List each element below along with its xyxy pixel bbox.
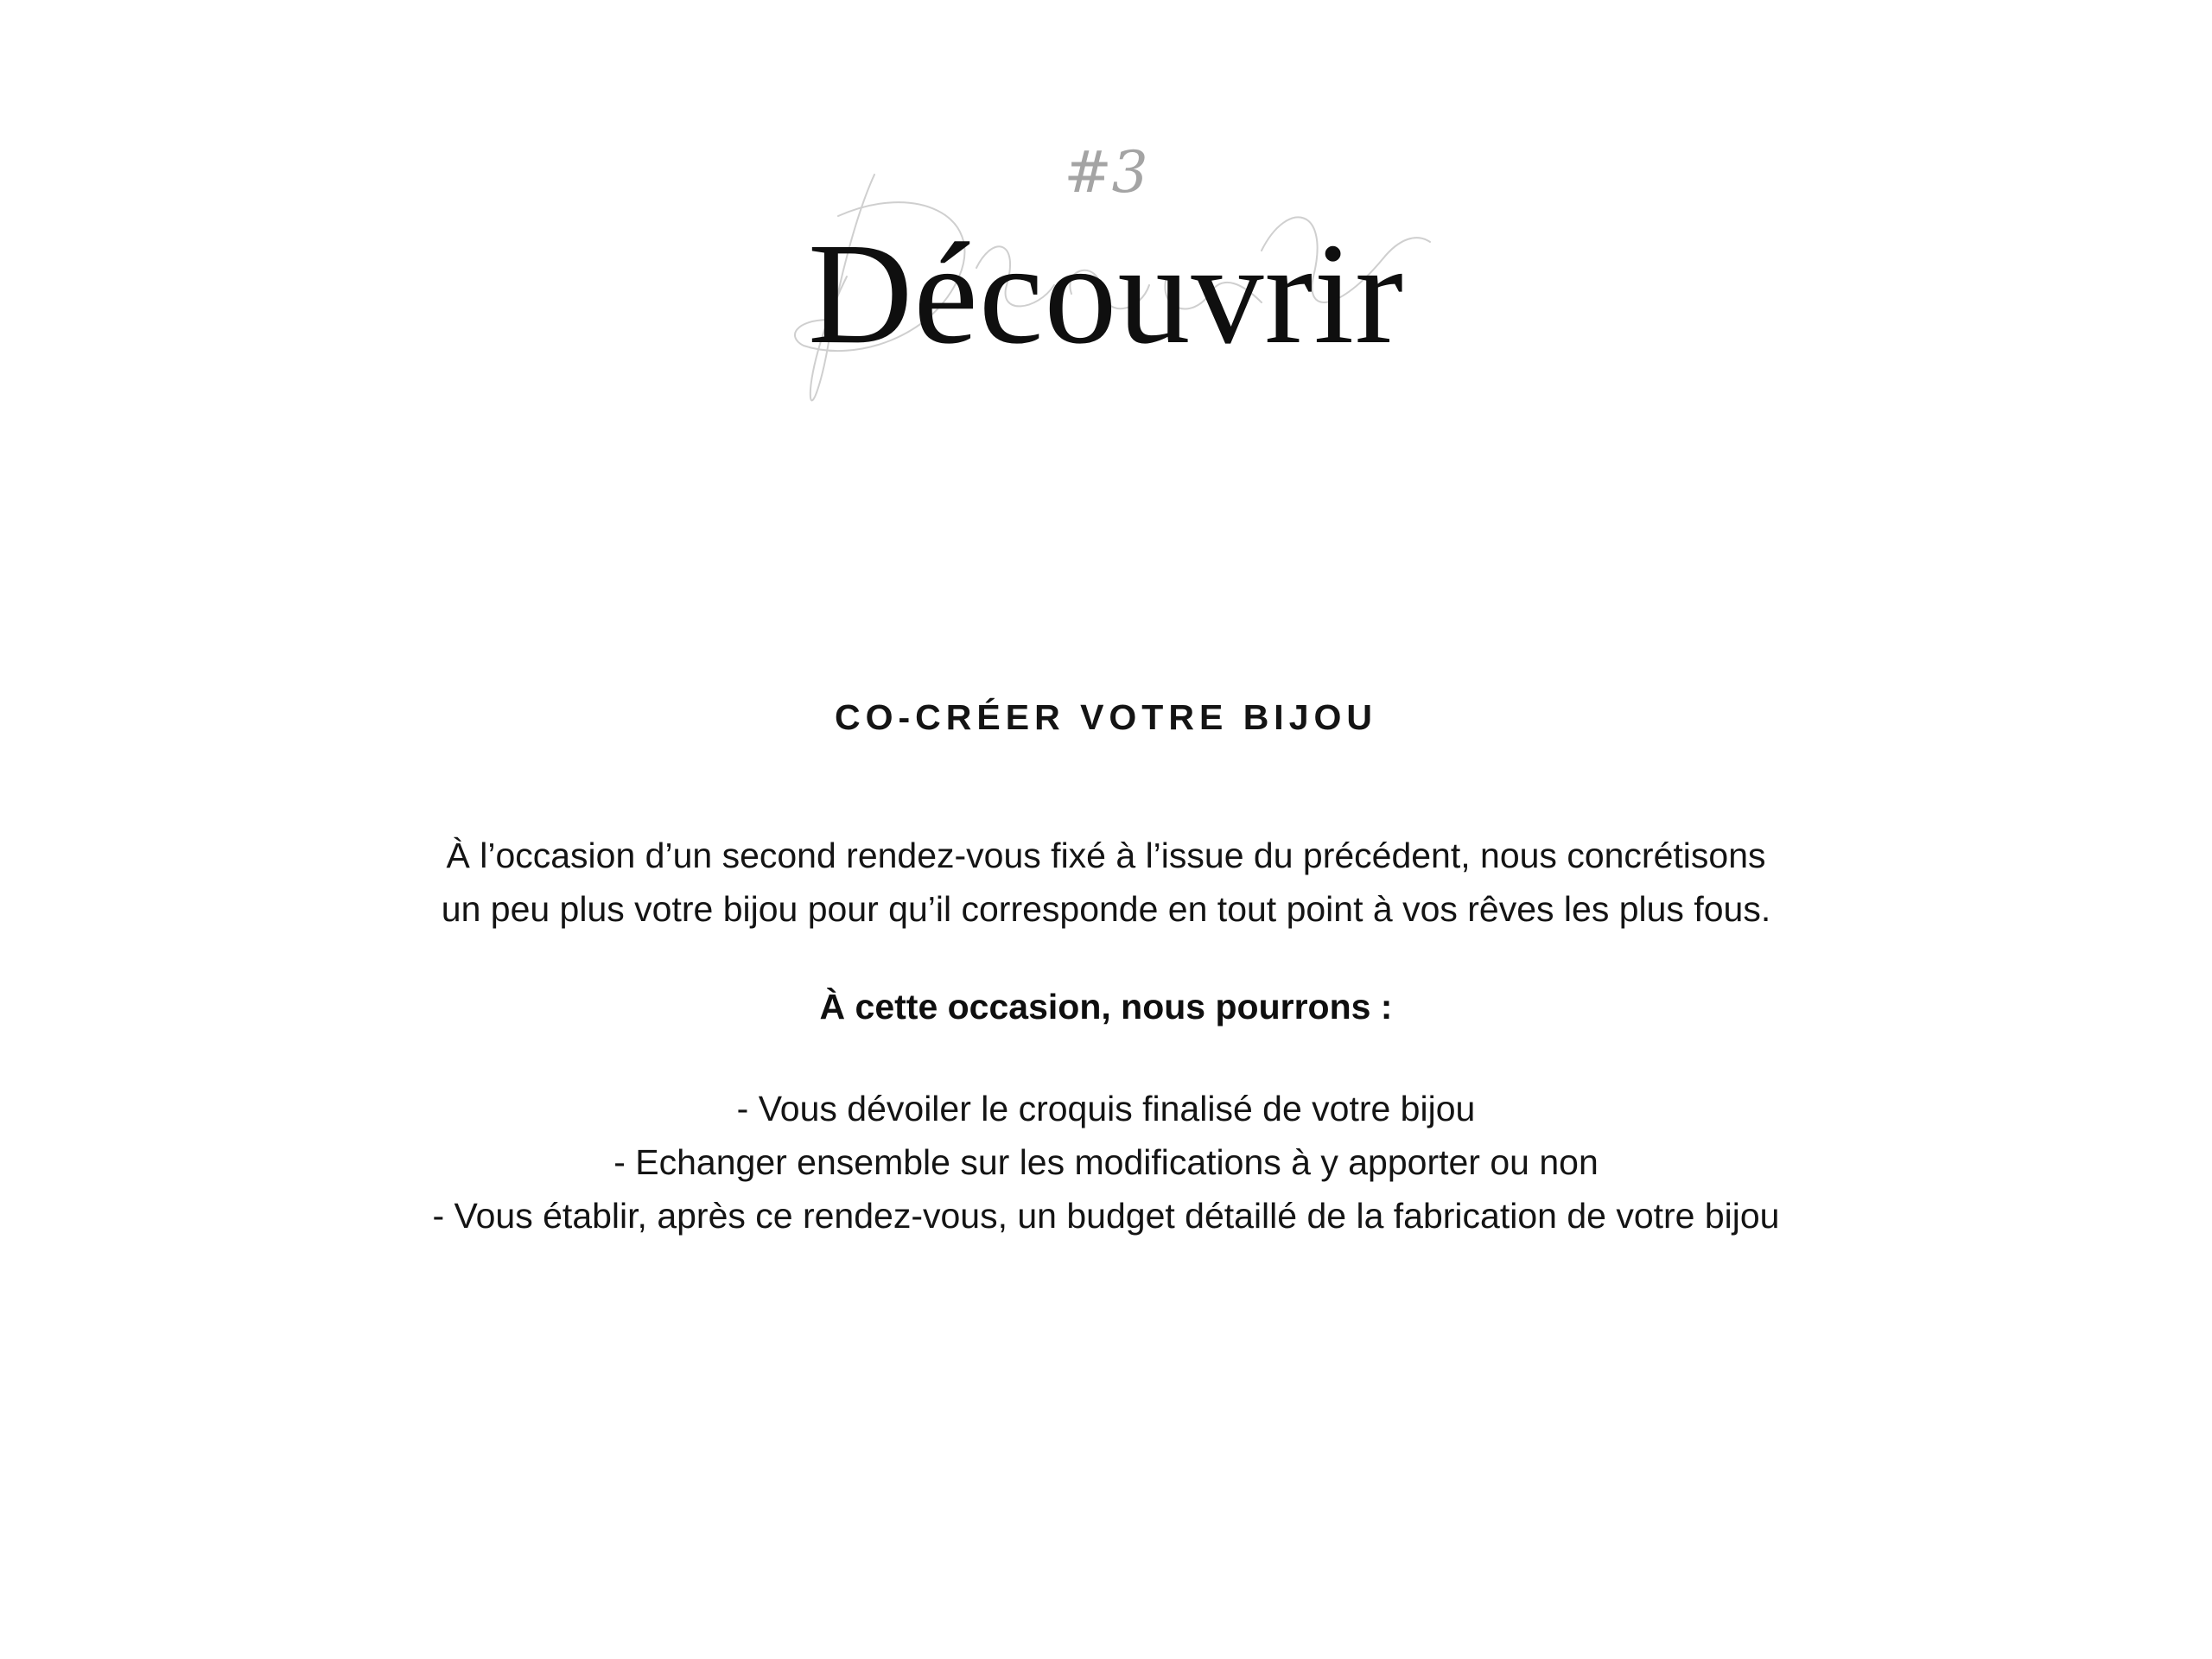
section-heading: CO-CRÉER VOTRE BIJOU: [835, 697, 1377, 737]
list-item: - Vous dévoiler le croquis finalisé de votre bijou: [736, 1089, 1476, 1128]
intro-line: À l’occasion d’un second rendez-vous fixé à l’issue du précédent, nous concrétisons: [446, 836, 1766, 875]
list-item: - Echanger ensemble sur les modifications à y apporter ou non: [613, 1142, 1599, 1182]
steps-list: [259, 1082, 1953, 1243]
intro-line: un peu plus votre bijou pour qu’il corresponde en tout point à vos rêves les plus fous.: [441, 889, 1771, 929]
page-title: Découvrir: [807, 213, 1405, 374]
section-number: #3: [1064, 139, 1148, 206]
list-item: - Vous établir, après ce rendez-vous, un budget détaillé de la fabrication de votre bijou: [432, 1196, 1780, 1236]
intro-paragraph: [328, 829, 1884, 936]
subheading: À cette occasion, nous pourrons :: [819, 987, 1393, 1027]
